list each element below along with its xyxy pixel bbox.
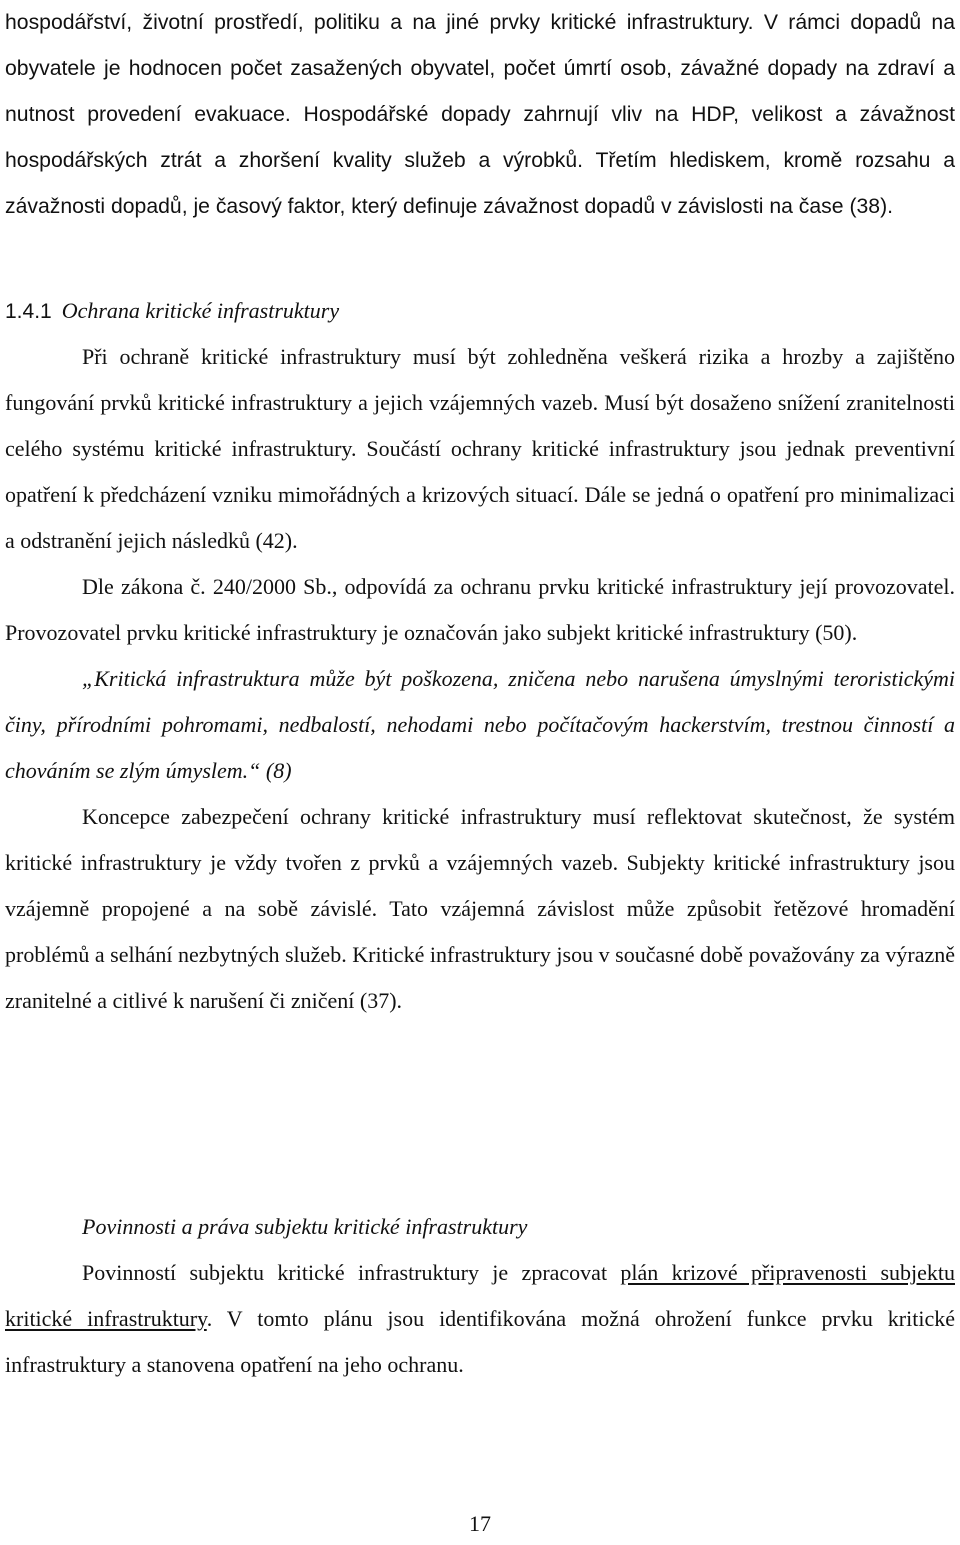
subheading: Povinnosti a práva subjektu kritické infrastruktury — [82, 1214, 528, 1239]
paragraph-protection: Při ochraně kritické infrastruktury musí být zohledněna veškerá rizika a hrozby a zajištěno fungování prvků kritické infrastruktury a jejich vzájemných vazeb. Musí být dosaženo snížení zranitelnosti celého systému kritické infrastruktury. Součástí ochrany kritické infrastruktury jsou jednak preventivní opatření k předcházení vzniku mimořádných a krizových situací. Dále se jedná o opatření pro minimalizaci a odstranění jejich následků (42). — [5, 344, 955, 553]
duties-text-after: . V tomto plánu jsou identifikována možná ohrožení funkce prvku kritické infrastruktury a stanovena opatření na jeho ochranu. — [5, 1306, 955, 1377]
paragraph-duties — [5, 1250, 955, 1388]
crisis-plan-link[interactable]: plán krizové připravenosti subjektu kritické infrastruktury — [5, 1260, 955, 1331]
section-title: Ochrana kritické infrastruktury — [61, 298, 340, 323]
page-number: 17 — [469, 1511, 491, 1536]
quote-text: „Kritická infrastruktura může být poškozena, zničena nebo narušena úmyslnými teroristickými činy, přírodními pohromami, nedbalostí, nehodami nebo počítačovým hackerstvím, trestnou činností a chováním se zlým úmyslem.“ — [5, 666, 955, 783]
paragraph-impacts: hospodářství, životní prostředí, politiku a na jiné prvky kritické infrastruktury. V rámci dopadů na obyvatele je hodnocen počet zasažených obyvatel, počet úmrtí osob, závažné dopady na zdraví a nutnost provedení evakuace. Hospodářské dopady zahrnují vliv na HDP, velikost a závažnost hospodářských ztrát a zhoršení kvality služeb a výrobků. Třetím hlediskem, kromě rozsahu a závažnosti dopadů, je časový faktor, který definuje závažnost dopadů v závislosti na čase (38). — [5, 11, 955, 218]
paragraph-law: Dle zákona č. 240/2000 Sb., odpovídá za ochranu prvku kritické infrastruktury její provozovatel. Provozovatel prvku kritické infrastruktury je označován jako subjekt kritické infrastruktury (50). — [5, 574, 955, 645]
paragraph-concept: Koncepce zabezpečení ochrany kritické infrastruktury musí reflektovat skutečnost, že systém kritické infrastruktury je vždy tvořen z prvků a vzájemných vazeb. Subjekty kritické infrastruktury jsou vzájemně propojené a na sobě závislé. Tato vzájemná závislost může způsobit řetězové hromadění problémů a selhání nezbytných služeb. Kritické infrastruktury jsou v současné době považovány za výrazně zranitelné a citlivé k narušení či zničení (37). — [5, 804, 955, 1013]
quote-paragraph — [5, 656, 955, 794]
section-body — [5, 334, 955, 1024]
duties-text-before: Povinností subjektu kritické infrastruktury je zpracovat — [82, 1260, 621, 1285]
section-number: 1.4.1 — [5, 300, 52, 323]
section-heading — [5, 288, 955, 337]
quote-citation: (8) — [265, 758, 292, 783]
